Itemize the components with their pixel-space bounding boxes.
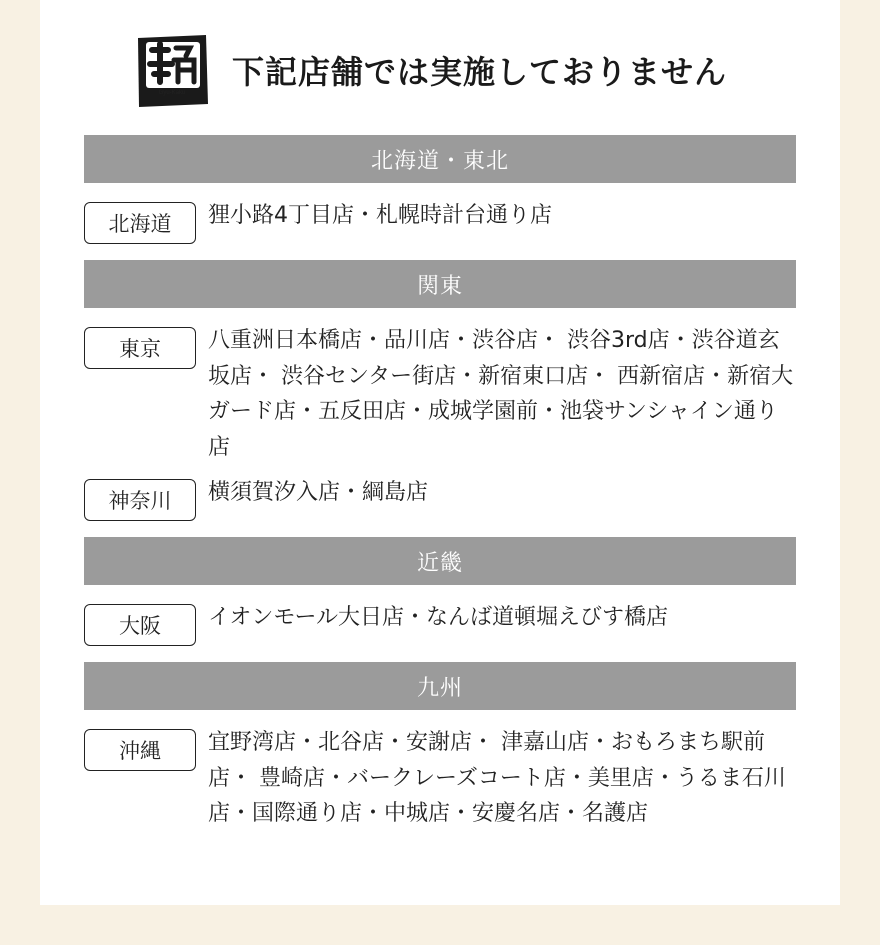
prefecture-row bbox=[84, 604, 796, 646]
gyukaku-logo bbox=[132, 30, 212, 110]
region-header: 関東 bbox=[84, 260, 796, 308]
prefecture-row bbox=[84, 729, 796, 832]
region-kyushu bbox=[84, 662, 796, 848]
logo-subtext: Gyu-Kaku bbox=[158, 90, 186, 96]
prefecture-label: 東京 bbox=[84, 327, 196, 369]
header bbox=[132, 28, 727, 112]
prefecture-label: 北海道 bbox=[84, 202, 196, 244]
store-list-text: 狸小路4丁目店・札幌時計台通り店 bbox=[208, 203, 552, 228]
page-title: 下記店舗では実施しておりません bbox=[232, 53, 728, 91]
region-header: 九州 bbox=[84, 662, 796, 710]
prefecture-label: 沖縄 bbox=[84, 729, 196, 771]
region-hokkaido-tohoku bbox=[84, 135, 796, 260]
prefecture-row bbox=[84, 327, 796, 465]
content-card bbox=[40, 0, 840, 905]
store-list-text: イオンモール大日店・なんば道頓堀えびす橋店 bbox=[208, 605, 669, 630]
prefecture-row bbox=[84, 479, 796, 521]
store-list-text: 八重洲日本橋店・品川店・渋谷店・ 渋谷3rd店・渋谷道玄坂店・ 渋谷センター街店・新宿東口店・ 西新宿店・新宿大ガード店・五反田店・成城学園前・池袋サンシャイン通り店 bbox=[208, 328, 794, 460]
store-list-text: 横須賀汐入店・綱島店 bbox=[208, 480, 429, 505]
region-kinki bbox=[84, 537, 796, 662]
region-header: 北海道・東北 bbox=[84, 135, 796, 183]
store-list-text: 宜野湾店・北谷店・安謝店・ 津嘉山店・おもろまち駅前店・ 豊崎店・バークレーズコート店・美里店・うるま石川店・国際通り店・中城店・安慶名店・名護店 bbox=[208, 730, 786, 826]
prefecture-row bbox=[84, 202, 796, 244]
prefecture-label: 大阪 bbox=[84, 604, 196, 646]
prefecture-label: 神奈川 bbox=[84, 479, 196, 521]
store-list bbox=[84, 135, 796, 848]
region-header: 近畿 bbox=[84, 537, 796, 585]
region-kanto bbox=[84, 260, 796, 537]
